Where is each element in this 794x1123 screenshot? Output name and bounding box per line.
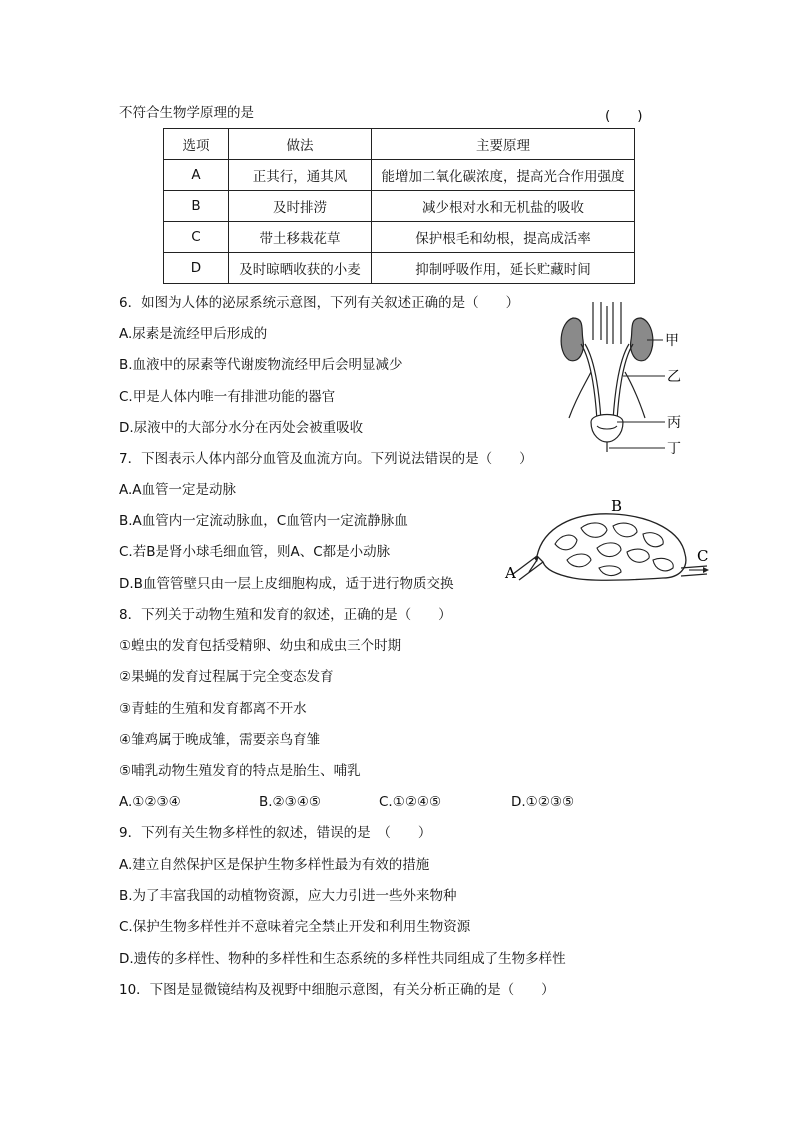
q9-option-d: D.遗传的多样性、物种的多样性和生态系统的多样性共同组成了生物多样性 xyxy=(119,951,566,967)
q6-stem: 6．如图为人体的泌尿系统示意图，下列有关叙述正确的是（ ） xyxy=(119,295,520,311)
table-cell: B xyxy=(164,191,229,222)
q6-option-b: B.血液中的尿素等代谢废物流经甲后会明显减少 xyxy=(119,357,403,373)
table-header: 做法 xyxy=(229,129,372,160)
table-header-row xyxy=(164,129,635,160)
label-bing: 丙 xyxy=(667,415,681,431)
table-row xyxy=(164,253,635,284)
q8-item-5: ⑤哺乳动物生殖发育的特点是胎生、哺乳 xyxy=(119,763,361,779)
q8-option-c: C.①②④⑤ xyxy=(379,794,442,810)
q9-option-a: A.建立自然保护区是保护生物多样性最为有效的措施 xyxy=(119,857,430,873)
q8-option-b: B.②③④⑤ xyxy=(259,794,321,810)
q9-stem: 9．下列有关生物多样性的叙述，错误的是 （ ） xyxy=(119,825,432,841)
q8-stem: 8．下列关于动物生殖和发育的叙述，正确的是（ ） xyxy=(119,607,452,623)
label-jia: 甲 xyxy=(665,333,679,349)
table-cell: 正其行，通其风 xyxy=(229,160,372,191)
table-cell: D xyxy=(164,253,229,284)
q10-stem: 10．下图是显微镜结构及视野中细胞示意图，有关分析正确的是（ ） xyxy=(119,982,555,998)
label-c: C xyxy=(697,547,709,565)
table-cell: 能增加二氧化碳浓度，提高光合作用强度 xyxy=(372,160,635,191)
q5-table xyxy=(163,128,635,284)
table-cell: 抑制呼吸作用，延长贮藏时间 xyxy=(372,253,635,284)
label-yi: 乙 xyxy=(667,369,681,385)
table-cell: 及时晾晒收获的小麦 xyxy=(229,253,372,284)
q8-option-d: D.①②③⑤ xyxy=(511,794,575,810)
table-row xyxy=(164,191,635,222)
q5-intro: 不符合生物学原理的是 xyxy=(119,105,254,121)
table-cell: A xyxy=(164,160,229,191)
table-row xyxy=(164,222,635,253)
q5-answer-paren: ( ) xyxy=(605,108,643,124)
table-cell: 减少根对水和无机盐的吸收 xyxy=(372,191,635,222)
q9-option-b: B.为了丰富我国的动植物资源，应大力引进一些外来物种 xyxy=(119,888,457,904)
blood-vessel-diagram xyxy=(503,498,718,586)
q9-option-c: C.保护生物多样性并不意味着完全禁止开发和利用生物资源 xyxy=(119,919,471,935)
q8-item-2: ②果蝇的发育过程属于完全变态发育 xyxy=(119,669,334,685)
kidney-right xyxy=(631,318,653,361)
q8-options xyxy=(119,793,574,811)
q8-option-a: A.①②③④ xyxy=(119,794,181,810)
label-ding: 丁 xyxy=(667,441,681,457)
q7-stem: 7．下图表示人体内部分血管及血流方向。下列说法错误的是（ ） xyxy=(119,451,533,467)
bladder xyxy=(591,415,623,443)
table-cell: C xyxy=(164,222,229,253)
urinary-system-diagram xyxy=(555,300,685,458)
q8-item-4: ④雏鸡属于晚成雏，需要亲鸟育雏 xyxy=(119,732,321,748)
q6-option-d: D.尿液中的大部分水分在丙处会被重吸收 xyxy=(119,420,364,436)
table-cell: 保护根毛和幼根，提高成活率 xyxy=(372,222,635,253)
q8-item-1: ①蝗虫的发育包括受精卵、幼虫和成虫三个时期 xyxy=(119,638,402,654)
table-header: 主要原理 xyxy=(372,129,635,160)
kidney-left xyxy=(561,318,583,361)
q7-option-c: C.若B是肾小球毛细血管，则A、C都是小动脉 xyxy=(119,544,391,560)
q8-item-3: ③青蛙的生殖和发育都离不开水 xyxy=(119,701,307,717)
label-a: A xyxy=(505,564,516,582)
table-header: 选项 xyxy=(164,129,229,160)
q7-option-b: B.A血管内一定流动脉血，C血管内一定流静脉血 xyxy=(119,513,408,529)
q7-option-d: D.B血管管壁只由一层上皮细胞构成，适于进行物质交换 xyxy=(119,576,454,592)
table-cell: 及时排涝 xyxy=(229,191,372,222)
table-cell: 带土移栽花草 xyxy=(229,222,372,253)
q6-option-a: A.尿素是流经甲后形成的 xyxy=(119,326,268,342)
q6-option-c: C.甲是人体内唯一有排泄功能的器官 xyxy=(119,389,336,405)
table-row xyxy=(164,160,635,191)
label-b: B xyxy=(611,498,623,515)
q7-option-a: A.A血管一定是动脉 xyxy=(119,482,237,498)
